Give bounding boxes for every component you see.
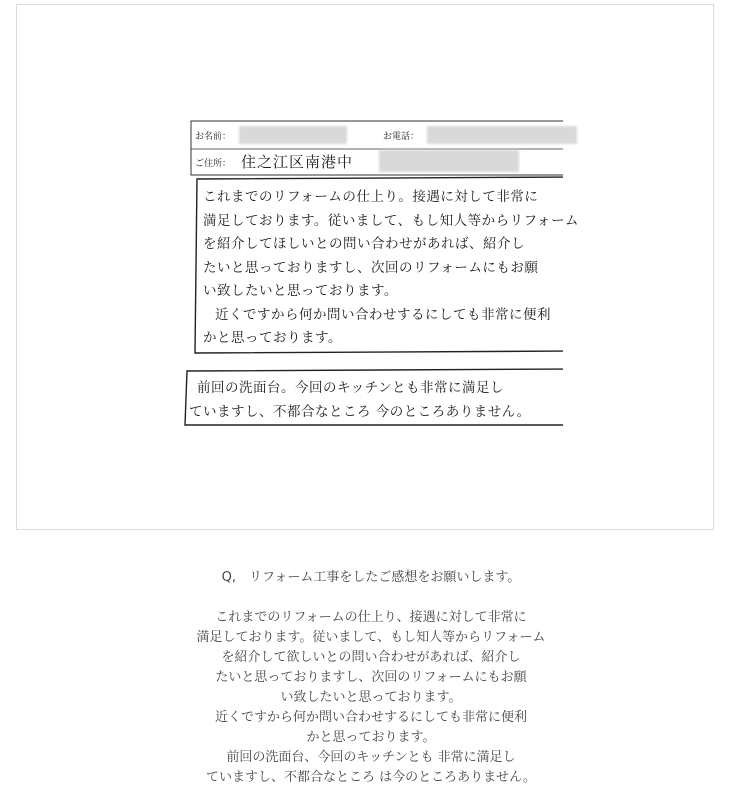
answer-line: い致したいと思っております。 [280,690,462,705]
address-redacted [379,150,519,172]
handwritten-line: ていますし、不都合なところ 今のところありません。 [189,404,531,420]
survey-form [175,119,579,427]
handwritten-line: かと思っております。 [203,330,342,346]
address-handwritten: 住之江区南港中 [241,153,354,171]
question-text: Q, リフォーム工事をしたご感想をお願いします。 [221,570,521,585]
survey-card-image [16,4,714,530]
answer-line: ていますし、不都合なところ は今のところありません。 [206,770,536,785]
handwritten-line: これまでのリフォームの仕上り。接遇に対して非常に [203,189,539,205]
answer-line: たいと思っておりますし、次回のリフォームにもお願 [215,670,527,685]
answer-line: かと思っております。 [306,730,436,745]
answer-line: これまでのリフォームの仕上り、接遇に対して非常に [215,610,527,625]
answer-line: 前回の洗面台、今回のキッチンとも 非常に満足し [226,750,516,765]
answer-line: 満足しております。従いまして、もし知人等からリフォーム [196,630,546,645]
phone-redacted [427,126,577,144]
handwritten-line: 満足しております。従いまして、もし知人等からリフォーム [203,212,579,229]
name-redacted [239,126,347,144]
handwritten-line: たいと思っておりますし、次回のリフォームにもお願 [203,259,539,276]
answer-line: 近くですから何か問い合わせするにしても非常に便利 [214,710,527,725]
handwritten-line: 近くですから何か問い合わせするにしても非常に便利 [215,306,551,323]
answer-text [0,608,742,788]
answer-line: を紹介して欲しいとの問い合わせがあれば、紹介し [221,650,521,665]
handwritten-line: を紹介してほしいとの問い合わせがあれば、紹介し [203,236,525,252]
name-label: お名前： [195,132,232,142]
handwritten-line: い致したいと思っております。 [203,283,398,299]
address-label: ご住所： [195,159,232,169]
phone-label: お電話： [383,132,420,142]
transcription [0,568,742,788]
handwritten-line: 前回の洗面台。今回のキッチンとも非常に満足し [197,380,505,396]
